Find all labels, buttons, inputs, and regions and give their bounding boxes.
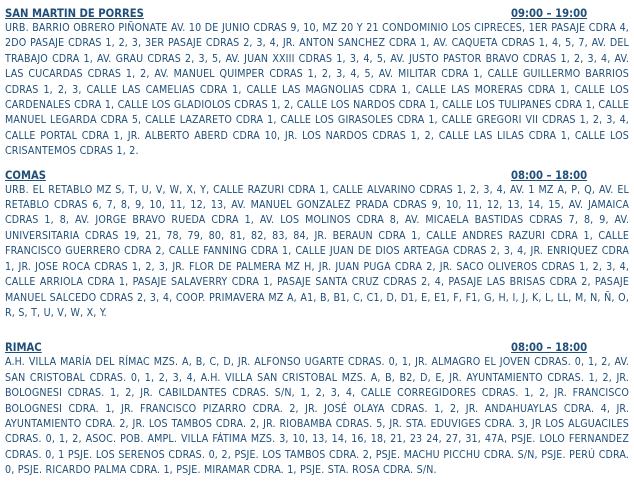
schedule-hours: 09:00 – 19:00 [511, 7, 588, 20]
affected-streets-text: URB. EL RETABLO MZ S, T, U, V, W, X, Y, CALLE RAZURI CDRA 1, CALLE ALVARINO CDRAS 1, 2, 3, 4, AV. 1 MZ A, P, Q, AV. EL RETABLO CDRAS 6, 7, 8, 9, 10, 11, 12, 13, AV. MANUEL GONZALEZ PRADA CDRAS 9, 10, 11, 12, 13, 14, 15, AV. JAMAICA CDRAS 1, 8, AV. JORGE BRAVO RUEDA CDRA 1, AV. LOS MOLINOS CDRA 8, AV. MICAELA BASTIDAS CDRAS 7, 8, 9, AV. UNIVERSITARIA CDRAS 19, 21, 78, 79, 80, 81, 82, 83, 84, JR. BERAUN CDRA 1, CALLE ANDRES RAZURI CDRA 1, CALLE FRANCISCO GUERRERO CDRA 2, CALLE FANNING CDRA 1, CALLE JUAN DE DIOS ARTEAGA CDRAS 2, 3, 4, JR. ENRIQUEZ CDRA 1, JR. JOSE ROCA CDRAS 1, 2, 3, JR. FLOR DE PALMERA MZ H, JR. JUAN PUGA CDRA 2, JR. SACO OLIVEROS CDRAS 1, 2, 3, 4, CALLE ARRIOLA CDRA 1, PASAJE SALAVERRY CDRA 1, PASAJE SANTA CRUZ CDRAS 2, 4, PASAJE LAS BRISAS CDRA 2, PASAJE MANUEL SALCEDO CDRAS 2, 3, 4, COOP. PRIMAVERA MZ A, A1, B, B1, C, C1, D, D1, E, E1, F, F1, G, H, I, J, K, L, LL, M, N, Ñ, O, R, S, T, U, V, W, X, Y. [5, 183, 629, 319]
district-name: RIMAC [5, 341, 42, 355]
section-header [5, 6, 631, 21]
schedule-hours: 08:00 – 18:00 [511, 341, 588, 355]
section-comas [5, 168, 631, 322]
outage-schedule-document [5, 6, 631, 479]
schedule-hours: 08:00 – 18:00 [511, 168, 588, 182]
section-header [5, 168, 631, 183]
district-name: SAN MARTIN DE PORRES [5, 7, 144, 20]
section-san-martin-de-porres [5, 6, 631, 160]
affected-streets-text: A.H. VILLA MARÍA DEL RÍMAC MZS. A, B, C, D, JR. ALFONSO UGARTE CDRAS. 0, 1, JR. ALMAGRO EL JOVEN CDRAS. 0, 1, 2, AV. SAN CRISTOBAL CDRAS. 0, 1, 2, 3, 4, A.H. VILLA SAN CRISTOBAL MZS. A, B, B2, D, E, JR. AYUNTAMIENTO CDRAS. 1, 2, JR. BOLOGNESI CDRAS. 1, 2, JR. CABILDANTES CDRAS. S/N, 1, 2, 3, 4, CALLE CORREGIDORES CDRAS. 1, 2, JR. FRANCISCO BOLOGNESI CDRA. 1, JR. FRANCISCO PIZARRO CDRA. 2, JR. JOSÉ OLAYA CDRAS. 1, 2, JR. ANDAHUAYLAS CDRA. 4, JR. AYUNTAMIENTO CDRA. 2, JR. LOS TAMBOS CDRA. 2, JR. RIOBAMBA CDRAS. 5, JR. STA. EDUVIGES CDRA. 3, JR LOS ALGUACILES CDRAS. 0, 1, 2, ASOC. POB. AMPL. VILLA FÁTIMA MZS. 3, 10, 13, 14, 16, 18, 21, 23 24, 27, 31, 47A, PSJE. LOLO FERNANDEZ CDRAS. 0, 1 PSJE. LOS SERENOS CDRAS. 0, 2, PSJE. LOS TAMBOS CDRA. 2, PSJE. MACHU PICCHU CDRA. S/N, PSJE. PERÚ CDRA. 0, PSJE. RICARDO PALMA CDRA. 1, PSJE. MIRAMAR CDRA. 1, PSJE. STA. ROSA CDRA. S/N. [5, 356, 629, 477]
district-name: COMAS [5, 168, 46, 182]
affected-streets-text: URB. BARRIO OBRERO PIÑONATE AV. 10 DE JUNIO CDRAS 9, 10, MZ 20 Y 21 CONDOMINIO LOS CIPRECES, 1ER PASAJE CDRA 4, 2DO PASAJE CDRAS 1, 2, 3, 3ER PASAJE CDRAS 2, 3, 4, JR. ANTON SANCHEZ CDRA 1, AV. CAQUETA CDRAS 1, 4, 5, 7, AV. DEL TRABAJO CDRA 1, AV. GRAU CDRAS 2, 3, 5, AV. JUAN XXIII CDRAS 1, 3, 4, 5, AV. JUSTO PASTOR BRAVO CDRAS 1, 2, 3, 4, AV. LAS CUCARDAS CDRAS 1, 2, AV. MANUEL QUIMPER CDRAS 1, 2, 3, 4, 5, AV. MILITAR CDRA 1, CALLE GUILLERMO BARRIOS CDRAS 1, 2, 3, CALLE LAS CAMELIAS CDRA 1, CALLE LAS MAGNOLIAS CDRA 1, CALLE LAS MORERAS CDRA 1, CALLE LOS CARDENALES CDRA 1, CALLE LOS GLADIOLOS CDRAS 1, 2, CALLE LOS NARDOS CDRA 1, CALLE LOS TULIPANES CDRA 1, CALLE MANUEL LEGARDA CDRA 5, CALLE LAZARETO CDRA 1, CALLE LOS GIRASOLES CDRA 1, CALLE GREGORI VII CDRAS 1, 2, 3, 4, CALLE PORTAL CDRA 1, JR. ALBERTO ABERD CDRA 10, JR. LOS NARDOS CDRAS 1, 2, CALLE LAS LILAS CDRA 1, CALLE LOS CRISANTEMOS CDRAS 1, 2. [5, 22, 629, 158]
section-rimac [5, 340, 631, 478]
section-header [5, 340, 631, 355]
